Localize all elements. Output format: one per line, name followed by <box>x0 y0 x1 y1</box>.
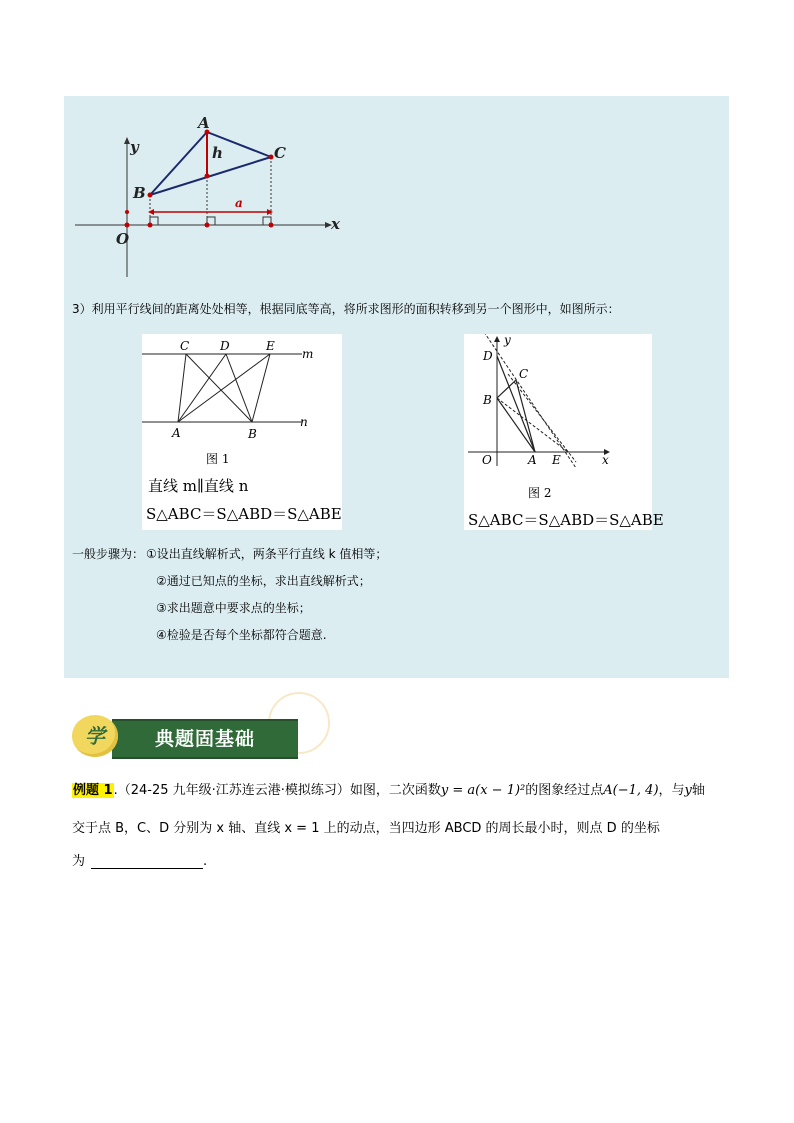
label-origin: O <box>116 230 130 248</box>
step-3: ③求出题意中要求点的坐标； <box>156 601 311 615</box>
example-line-1 <box>72 779 705 798</box>
fig2-label-D: D <box>483 349 493 363</box>
triangle-height-figure <box>70 112 350 282</box>
fig2-label-C: C <box>519 367 529 381</box>
fig2-label-B: B <box>483 393 492 407</box>
figure-1 <box>142 334 342 530</box>
label-B: B <box>133 184 146 202</box>
banner-title: 典题固基础 <box>154 728 255 750</box>
example-text-wei: 为 <box>72 854 86 869</box>
fig1-label-E: E <box>266 339 275 353</box>
fig2-label-x: x <box>602 453 609 467</box>
label-x-axis: x <box>331 215 340 233</box>
step-1: ①设出直线解析式，两条平行直线 k 值相等； <box>146 547 388 561</box>
label-h: h <box>212 144 223 162</box>
example-point: A(−1, 4) <box>603 783 659 798</box>
fig2-caption: 图 2 <box>528 486 552 500</box>
example-line-3 <box>72 850 207 869</box>
fig2-label-O: O <box>482 453 492 467</box>
example-end: . <box>203 854 208 869</box>
example-tag: 例题 1 <box>73 783 113 798</box>
example-source: .（24-25 九年级·江苏连云港·模拟练习）如图，二次函数 <box>113 783 441 798</box>
banner-badge <box>72 715 118 757</box>
example-text-d: 轴 <box>691 783 705 798</box>
banner-bar <box>112 719 298 759</box>
fig1-label-A: A <box>172 426 181 440</box>
fig1-caption: 图 1 <box>206 452 230 466</box>
fig2-label-y: y <box>504 334 511 347</box>
fig1-label-B: B <box>248 427 257 441</box>
figure-2 <box>464 334 664 530</box>
fig2-formula: S△ABC＝S△ABD＝S△ABE <box>468 511 664 529</box>
banner-badge-text: 学 <box>85 724 105 748</box>
fig1-label-C: C <box>180 339 190 353</box>
fig1-label-n: n <box>300 415 308 429</box>
label-C: C <box>274 144 286 162</box>
method3-heading: 3）利用平行线间的距离处处相等，根据同底等高，将所求图形的面积转移到另一个图形中，如图所示： <box>72 302 620 316</box>
step-2: ②通过已知点的坐标，求出直线解析式； <box>156 574 371 588</box>
example-y-var: y <box>684 783 692 798</box>
fig1-statement: 直线 m∥直线 n <box>148 477 249 495</box>
example-text-c: ，与 <box>658 783 685 798</box>
answer-blank[interactable] <box>91 854 203 869</box>
label-y-axis: y <box>130 138 139 156</box>
step-4: ④检验是否每个坐标都符合题意. <box>156 628 327 642</box>
example-text-b: 的图象经过点 <box>525 783 604 798</box>
label-a: a <box>235 196 243 210</box>
fig1-label-D: D <box>220 339 230 353</box>
example-line-2: 交于点 B，C、D 分别为 x 轴、直线 x = 1 上的动点，当四边形 ABCD 的周长最小时，则点 D 的坐标 <box>72 821 660 836</box>
label-A: A <box>198 114 210 132</box>
fig1-formula: S△ABC＝S△ABD＝S△ABE <box>146 505 342 523</box>
fig2-label-E: E <box>552 453 561 467</box>
steps-label: 一般步骤为： <box>72 547 145 561</box>
fig2-label-A: A <box>528 453 537 467</box>
section-banner <box>72 715 300 757</box>
fig1-label-m: m <box>302 347 314 361</box>
example-function: y = a(x − 1)² <box>440 783 526 798</box>
